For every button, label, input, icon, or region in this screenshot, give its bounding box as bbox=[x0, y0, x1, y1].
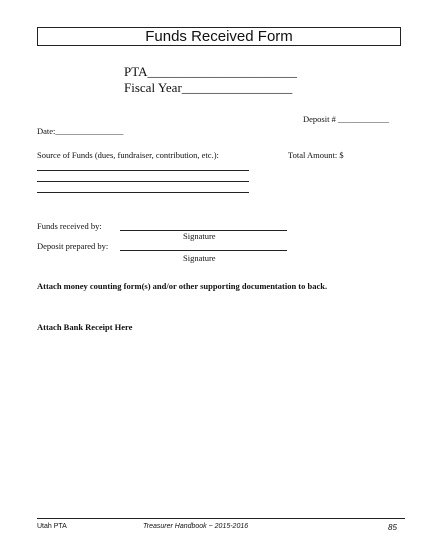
source-line-2 bbox=[37, 181, 249, 182]
signature-caption-2: Signature bbox=[183, 253, 216, 263]
funds-received-by-label: Funds received by: bbox=[37, 221, 102, 231]
form-title: Funds Received Form bbox=[37, 27, 401, 46]
attach-bank-receipt-note: Attach Bank Receipt Here bbox=[37, 322, 133, 332]
deposit-prepared-signature-line bbox=[120, 250, 287, 251]
footer-handbook-title: Treasurer Handbook ~ 2015-2016 bbox=[143, 523, 249, 530]
source-line-3 bbox=[37, 192, 249, 193]
footer-divider bbox=[37, 518, 405, 519]
footer-org: Utah PTA bbox=[37, 523, 67, 530]
deposit-number-label: Deposit # ____________ bbox=[303, 114, 389, 124]
signature-caption-1: Signature bbox=[183, 231, 216, 241]
fiscal-year-field-label: Fiscal Year_________________ bbox=[124, 80, 293, 95]
deposit-prepared-by-label: Deposit prepared by: bbox=[37, 241, 109, 251]
page-number: 85 bbox=[388, 523, 397, 532]
attach-documentation-note: Attach money counting form(s) and/or other supporting documentation to back. bbox=[37, 281, 328, 291]
source-line-1 bbox=[37, 170, 249, 171]
date-label: Date:________________ bbox=[37, 126, 124, 136]
pta-field-label: PTA_______________________ bbox=[124, 64, 298, 79]
source-of-funds-label: Source of Funds (dues, fundraiser, contribution, etc.): bbox=[37, 150, 219, 160]
total-amount-label: Total Amount: $ bbox=[288, 150, 344, 160]
